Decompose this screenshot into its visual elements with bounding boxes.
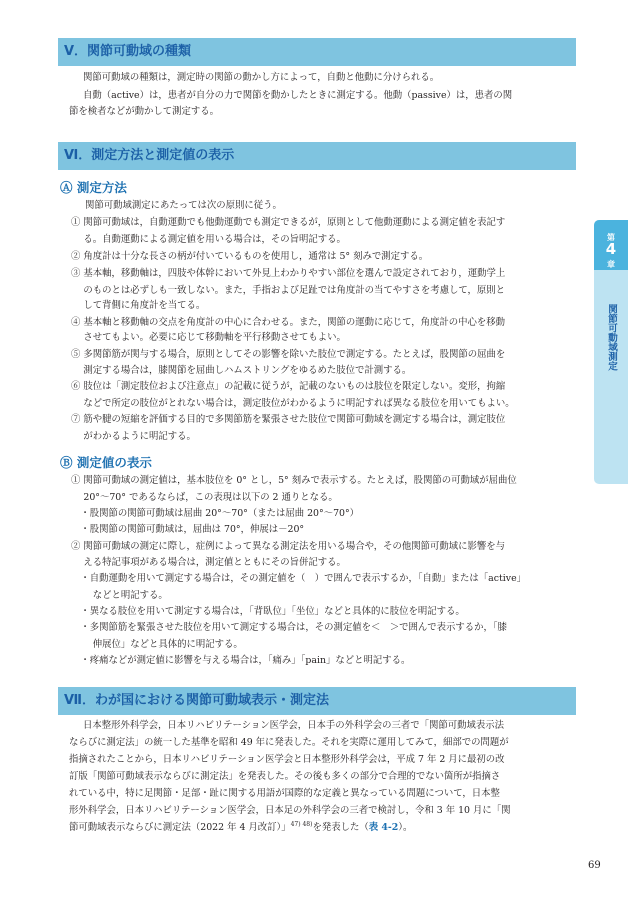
sec5-line: 自動（active）は，患者が自分の力で関節を動かしたときに測定する。他動（passive）は，患者の関 bbox=[83, 90, 513, 101]
sec6a-line: 関節可動域測定にあたっては次の原則に従う。 bbox=[85, 200, 282, 211]
sec6b-line: ② 関節可動域の測定に際し，症例によって異なる測定法を用いる場合や，その他関節可動域に影響を与 bbox=[71, 541, 506, 552]
sec6a-line: のものとは必ずしも一致しない。また，手指および足趾では角度計の当てやすさを考慮して，原則と bbox=[71, 285, 506, 296]
sec6a-line: ⑤ 多関節筋が関与する場合，原則としてその影響を除いた肢位で測定する。たとえば，股関節の屈曲を bbox=[71, 349, 506, 360]
sec6b-line: 20°～70° であるならば，この表現は以下の 2 通りとなる。 bbox=[71, 492, 338, 503]
chapter-title: 関節可動域測定 bbox=[606, 304, 617, 371]
sec6b-line: 伸展位」などと具体的に明記する。 bbox=[71, 639, 243, 650]
sec6b-line: ① 関節可動域の測定値は，基本肢位を 0° とし，5° 刻みで表示する。たとえば，股関節の可動域が屈曲位 bbox=[71, 475, 517, 486]
sec6a-line: 測定する場合は，膝関節を屈曲しハムストリングをゆるめた肢位で計測する。 bbox=[71, 365, 412, 376]
section-5-header: V．関節可動域の種類 bbox=[58, 38, 576, 66]
chapter-number-box bbox=[594, 220, 628, 270]
sec6b-line: などと明記する。 bbox=[71, 590, 168, 601]
sec6a-line: させてもよい。必要に応じて移動軸を平行移動させてもよい。 bbox=[71, 332, 346, 343]
sec6b-line: ・多関節筋を緊張させた肢位を用いて測定する場合は，その測定値を＜ ＞で囲んで表示するか，「膝 bbox=[71, 622, 507, 633]
sec7-last-line bbox=[69, 821, 412, 834]
sec7-last-text: 節可動域表示ならびに測定法（2022 年 4 月改訂）」 bbox=[69, 822, 291, 833]
sec6b-line: ・股関節の関節可動域は屈曲 20°～70°（または屈曲 20°～70°） bbox=[71, 508, 360, 519]
sec5-line: 節を検者などが動かして測定する。 bbox=[69, 106, 220, 117]
sec6a-line: して背側に角度計を当てる。 bbox=[71, 300, 206, 311]
section-7-header: Ⅶ．わが国における関節可動域表示・測定法 bbox=[58, 687, 576, 715]
table-reference-link[interactable]: 表 4-2 bbox=[368, 822, 399, 833]
page-number: 69 bbox=[588, 860, 601, 871]
chapter-number: 4 bbox=[605, 240, 617, 258]
reference-superscript: 47) 48) bbox=[290, 820, 313, 828]
sec6a-line: がわかるように明記する。 bbox=[71, 431, 196, 442]
sec7-last-end: ）。 bbox=[398, 822, 413, 833]
chapter-suffix: 章 bbox=[607, 260, 615, 269]
sec6b-line: える特記事項がある場合は，測定値とともにその旨併記する。 bbox=[71, 557, 346, 568]
sec6b-line: ・疼痛などが測定値に影響を与える場合は，「痛み」「pain」などと明記する。 bbox=[71, 655, 411, 666]
subsection-a-header: Ⓐ 測定方法 bbox=[60, 180, 127, 195]
sec5-line: 関節可動域の種類は，測定時の関節の動かし方によって，自動と他動に分けられる。 bbox=[83, 72, 440, 83]
sec7-line: れている中，特に足関節・足部・趾に関する用語が国際的な定義と異なっている問題について，日本整 bbox=[69, 788, 500, 799]
sec6a-line: ② 角度計は十分な長さの柄が付いているものを使用し，通常は 5° 刻みで測定する。 bbox=[71, 251, 429, 262]
sec6b-line: ・自動運動を用いて測定する場合は，その測定値を（ ）で囲んで表示するか，「自動」または「active」 bbox=[71, 573, 527, 584]
sec6a-line: ⑦ 筋や腱の短縮を評価する目的で多関節筋を緊張させた肢位で関節可動域を測定する場合は，測定肢位 bbox=[71, 414, 506, 425]
sec7-line: 訂版「関節可動域表示ならびに測定法」を発表した。その後も多くの部分で合理的でない箇所が指摘さ bbox=[69, 771, 501, 782]
sec7-line: 指摘されたことから，日本リハビリテーション医学会と日本整形外科学会は，平成 7 年 2 月に最初の改 bbox=[69, 754, 505, 765]
sec6b-line: ・股関節の関節可動域は，屈曲は 70°，伸展は－20° bbox=[71, 524, 305, 535]
sec7-line: 形外科学会，日本リハビリテーション医学会，日本足の外科学会の三者で検討し，令和 3 年 10 月に「関 bbox=[69, 805, 511, 816]
sec6a-line: ③ 基本軸，移動軸は，四肢や体幹において外見上わかりやすい部位を選んで設定されており，運動学上 bbox=[71, 268, 506, 279]
section-6-header: Ⅵ．測定方法と測定値の表示 bbox=[58, 142, 576, 170]
chapter-side-tab bbox=[594, 220, 628, 484]
sec6a-line: などで所定の肢位がとれない場合は，測定肢位がわかるように明記すれば異なる肢位を用いてもよい。 bbox=[71, 398, 515, 409]
subsection-b-header: Ⓑ 測定値の表示 bbox=[60, 455, 152, 470]
sec6b-line: ・異なる肢位を用いて測定する場合は，「背臥位」「坐位」などと具体的に肢位を明記する。 bbox=[71, 606, 465, 617]
sec7-line: 日本整形外科学会，日本リハビリテーション医学会，日本手の外科学会の三者で「関節可動域表示法 bbox=[83, 720, 505, 731]
sec7-line: ならびに測定法」の統一した基準を昭和 49 年に発表した。それを実際に運用してみて，細部での問題が bbox=[69, 737, 509, 748]
chapter-prefix: 第 bbox=[607, 233, 615, 242]
sec6a-line: る。自動運動による測定値を用いる場合は，その旨明記する。 bbox=[71, 234, 346, 245]
sec6a-line: ⑥ 肢位は「測定肢位および注意点」の記載に従うが，記載のないものは肢位を限定しない。変形，拘縮 bbox=[71, 381, 506, 392]
sec7-last-mid: を発表した（ bbox=[312, 822, 369, 833]
sec6a-line: ① 関節可動域は，自動運動でも他動運動でも測定できるが，原則として他動運動による測定値を表記す bbox=[71, 217, 506, 228]
sec6a-line: ④ 基本軸と移動軸の交点を角度計の中心に合わせる。また，関節の運動に応じて，角度計の中心を移動 bbox=[71, 317, 506, 328]
